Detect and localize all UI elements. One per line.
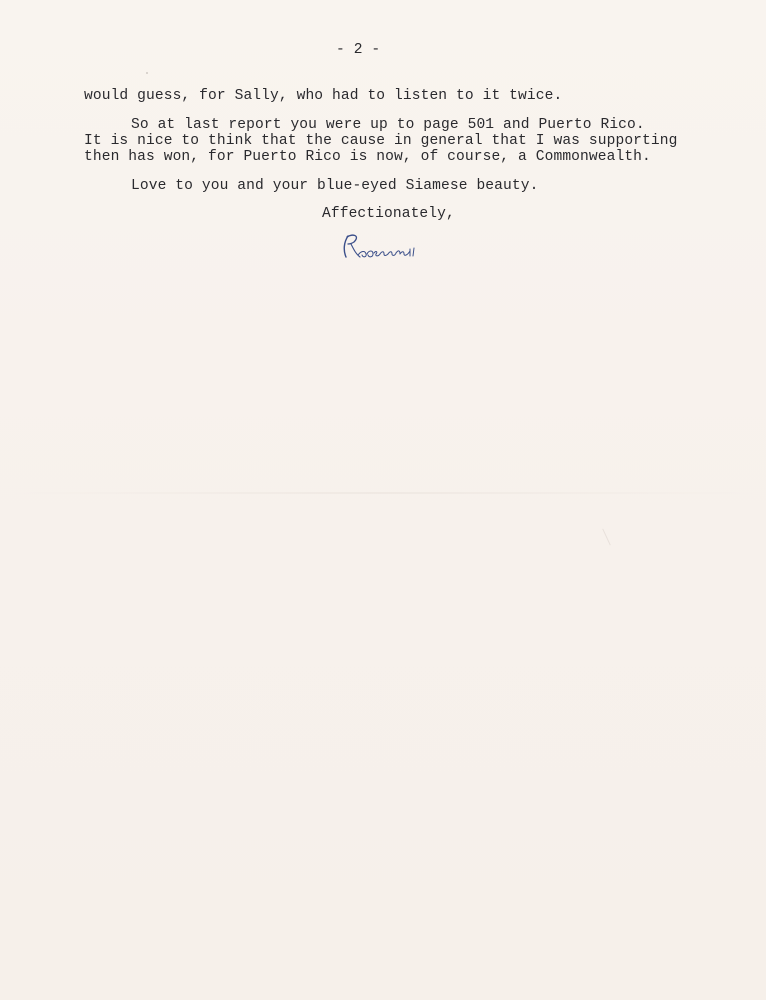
body-line-2: So at last report you were up to page 501 and Puerto Rico. [131, 117, 645, 133]
page-number: - 2 - [336, 42, 381, 58]
body-line-1: would guess, for Sally, who had to listen to it twice. [84, 88, 563, 104]
body-line-4: then has won, for Puerto Rico is now, of course, a Commonwealth. [84, 149, 651, 165]
body-line-3: It is nice to think that the cause in general that I was supporting [84, 133, 678, 149]
paper-scratch [602, 529, 611, 546]
handwritten-signature [338, 228, 428, 262]
paper-fold-crease [0, 492, 766, 494]
paper-speck [146, 72, 148, 74]
closing-salutation: Affectionately, [322, 206, 455, 222]
body-line-5: Love to you and your blue-eyed Siamese beauty. [131, 178, 539, 194]
